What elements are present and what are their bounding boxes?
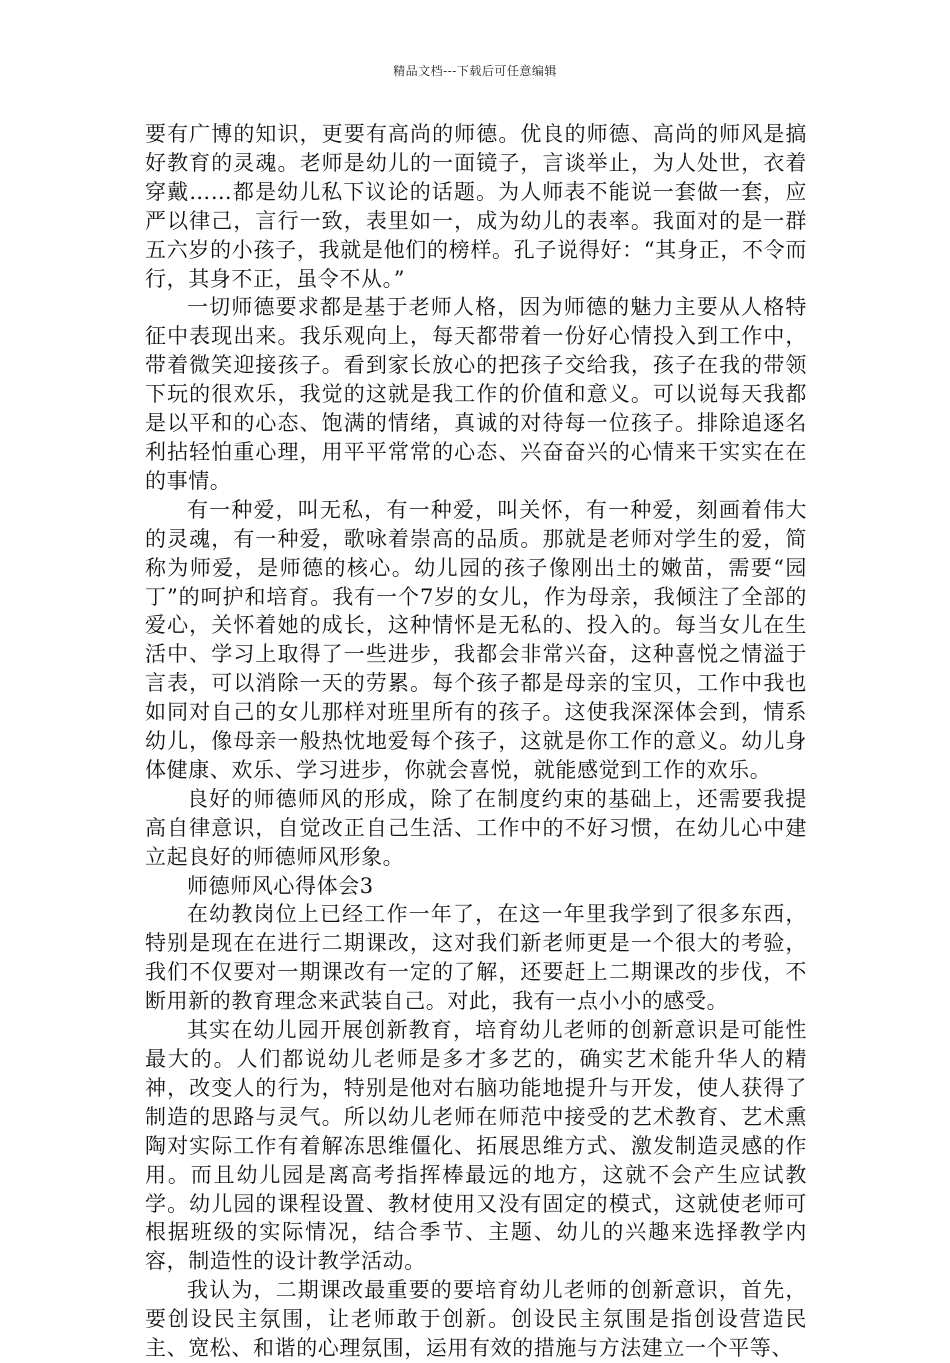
document-body <box>145 120 807 1363</box>
paragraph: 我认为，二期课改最重要的要培育幼儿老师的创新意识，首先，要创设民主氛围，让老师敢于创新。创设民主氛围是指创设营造民主、宽松、和谐的心理氛围，运用有效的措施与方法建立一个平等、 <box>145 1278 807 1361</box>
paragraph: 在幼教岗位上已经工作一年了，在这一年里我学到了很多东西，特别是现在在进行二期课改，这对我们新老师更是一个很大的考验，我们不仅要对一期课改有一定的了解，还要赶上二期课改的步伐，不断用新的教育理念来武装自己。对此，我有一点小小的感受。 <box>145 902 807 1014</box>
paragraph: 良好的师德师风的形成，除了在制度约束的基础上，还需要我提高自律意识，自觉改正自己生活、工作中的不好习惯，在幼儿心中建立起良好的师德师风形象。 <box>145 786 807 869</box>
page-header: 精品文档---下载后可任意编辑 <box>393 64 557 78</box>
paragraph: 其实在幼儿园开展创新教育，培育幼儿老师的创新意识是可能性最大的。人们都说幼儿老师是多才多艺的，确实艺术能升华人的精神，改变人的行为，特别是他对右脑功能地提升与开发，使人获得了制造的思路与灵气。所以幼儿老师在师范中接受的艺术教育、艺术熏陶对实际工作有着解冻思维僵化、拓展思维方式、激发制造灵感的作用。而且幼儿园是离高考指挥棒最远的地方，这就不会产生应试教学。幼儿园的课程设置、教材使用又没有固定的模式，这就使老师可根据班级的实际情况，结合季节、主题、幼儿的兴趣来选择教学内容，制造性的设计教学活动。 <box>145 1018 807 1274</box>
paragraph-continued: 要有广博的知识，更要有高尚的师德。优良的师德、高尚的师风是搞好教育的灵魂。老师是幼儿的一面镜子，言谈举止，为人处世，衣着穿戴……都是幼儿私下议论的话题。为人师表不能说一套做一套，应严以律己，言行一致，表里如一，成为幼儿的表率。我面对的是一群五六岁的小孩子，我就是他们的榜样。孔子说得好：“其身正，不令而行，其身不正，虽令不从。” <box>145 122 807 291</box>
section-heading: 师德师风心得体会3 <box>187 873 374 898</box>
paragraph: 有一种爱，叫无私，有一种爱，叫关怀，有一种爱，刻画着伟大的灵魂，有一种爱，歌咏着崇高的品质。那就是老师对学生的爱，简称为师爱，是师德的核心。幼儿园的孩子像刚出土的嫩苗，需要“园丁”的呵护和培育。我有一个7岁的女儿，作为母亲，我倾注了全部的爱心，关怀着她的成长，这种情怀是无私的、投入的。每当女儿在生活中、学习上取得了一些进步，我都会非常兴奋，这种喜悦之情溢于言表，可以消除一天的劳累。每个孩子都是母亲的宝贝，工作中我也如同对自己的女儿那样对班里所有的孩子。这使我深深体会到，情系幼儿，像母亲一般热忱地爱每个孩子，这就是你工作的意义。幼儿身体健康、欢乐、学习进步，你就会喜悦，就能感觉到工作的欢乐。 <box>145 497 807 782</box>
paragraph: 一切师德要求都是基于老师人格，因为师德的魅力主要从人格特征中表现出来。我乐观向上，每天都带着一份好心情投入到工作中，带着微笑迎接孩子。看到家长放心的把孩子交给我，孩子在我的带领下玩的很欢乐，我觉的这就是我工作的价值和意义。可以说每天我都是以平和的心态、饱满的情绪，真诚的对待每一位孩子。排除追逐名利拈轻怕重心理，用平平常常的心态、兴奋奋兴的心情来干实实在在的事情。 <box>145 295 807 493</box>
